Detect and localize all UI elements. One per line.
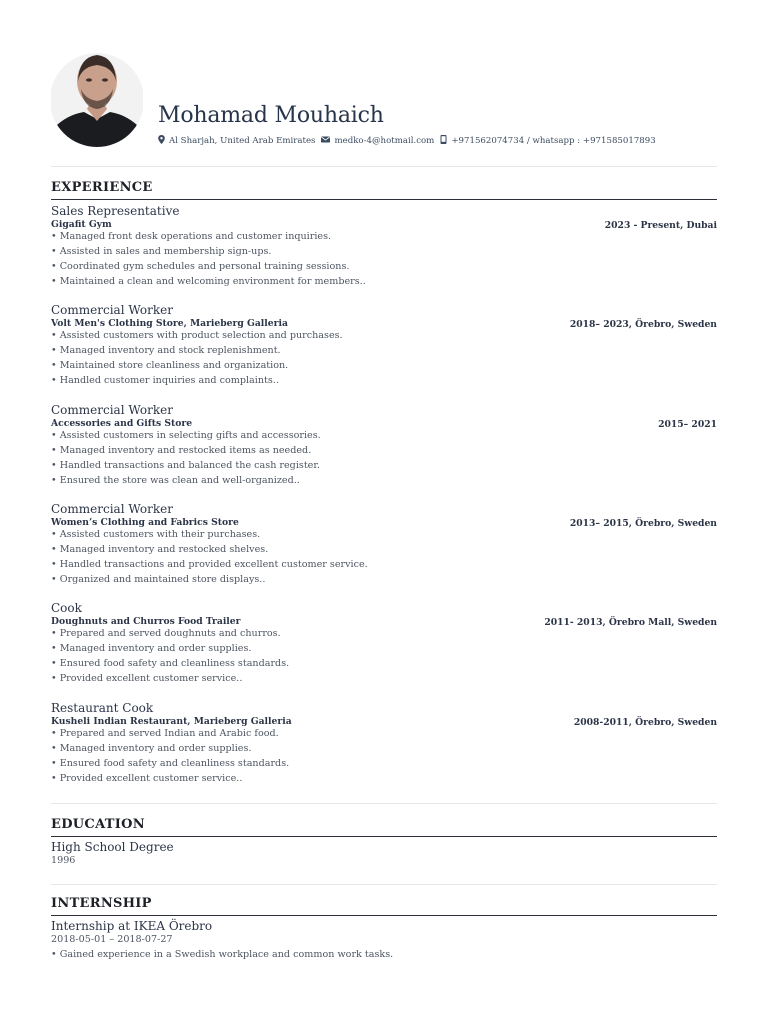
job-date: 2008-2011, Örebro, Sweden [573, 717, 717, 728]
job-bullet: • Assisted customers with their purchases. [51, 529, 261, 540]
job-bullet: • Handled transactions and provided excellent customer service. [51, 558, 368, 570]
section-rule [51, 915, 717, 916]
job-title: Sales Representative [51, 204, 180, 218]
resume-header [51, 0, 717, 168]
section-divider [51, 803, 717, 804]
job-bullet: • Ensured food safety and cleanliness standards. [51, 657, 290, 669]
job-title: Commercial Worker [51, 303, 173, 317]
job-bullet: • Coordinated gym schedules and personal training sessions. [51, 260, 350, 272]
section-rule [51, 836, 717, 837]
job-date: 2015– 2021 [658, 419, 717, 430]
experience-section [51, 180, 717, 200]
contact-phone[interactable]: +971562074734 / whatsapp : +971585017893 [451, 136, 656, 146]
job-date: 2023 - Present, Dubai [604, 220, 717, 231]
experience-entry [51, 204, 717, 290]
job-bullet: • Managed inventory and order supplies. [51, 742, 252, 754]
section-title-education: EDUCATION [51, 817, 145, 832]
job-bullet: • Prepared and served Indian and Arabic food. [51, 728, 279, 739]
section-divider [51, 884, 717, 885]
company-name: Women’s Clothing and Fabrics Store [51, 517, 239, 528]
candidate-name: Mohamad Mouhaich [158, 103, 384, 128]
company-name: Kusheli Indian Restaurant, Marieberg Galleria [51, 716, 292, 727]
contact-location: Al Sharjah, United Arab Emirates [169, 136, 316, 146]
profile-photo [51, 45, 143, 149]
job-bullet: • Ensured the store was clean and well-organized.. [51, 474, 300, 486]
section-title-internship: INTERNSHIP [51, 896, 152, 911]
job-title: Commercial Worker [51, 403, 173, 417]
job-bullet: • Organized and maintained store displays.. [51, 573, 266, 585]
internship-bullet: • Gained experience in a Swedish workplace and common work tasks. [51, 949, 394, 960]
job-bullet: • Managed front desk operations and customer inquiries. [51, 231, 332, 242]
job-bullet: • Prepared and served doughnuts and churros. [51, 628, 281, 639]
header-divider [51, 166, 717, 167]
company-name: Gigafit Gym [51, 219, 112, 230]
experience-entry [51, 701, 717, 787]
company-name: Doughnuts and Churros Food Trailer [51, 616, 241, 627]
job-bullet: • Managed inventory and restocked items as needed. [51, 444, 312, 456]
job-bullet: • Managed inventory and order supplies. [51, 642, 252, 654]
job-title: Cook [51, 601, 82, 615]
resume-page [51, 0, 717, 960]
section-title-experience: EXPERIENCE [51, 180, 153, 195]
experience-entry [51, 601, 717, 687]
experience-entry [51, 303, 717, 389]
contact-line [158, 135, 656, 147]
job-bullet: • Provided excellent customer service.. [51, 772, 243, 784]
job-bullet: • Provided excellent customer service.. [51, 672, 243, 684]
job-bullet: • Ensured food safety and cleanliness standards. [51, 757, 290, 769]
phone-icon [440, 135, 447, 147]
job-bullet: • Maintained store cleanliness and organization. [51, 359, 289, 371]
job-bullet: • Handled transactions and balanced the cash register. [51, 459, 320, 471]
section-rule [51, 199, 717, 200]
job-bullet: • Maintained a clean and welcoming environment for members.. [51, 275, 366, 287]
job-bullet: • Assisted customers in selecting gifts and accessories. [51, 430, 321, 441]
education-section [51, 817, 717, 868]
job-date: 2011- 2013, Örebro Mall, Sweden [544, 617, 717, 628]
company-name: Volt Men's Clothing Store, Marieberg Galleria [51, 318, 288, 329]
company-name: Accessories and Gifts Store [51, 418, 193, 429]
job-bullet: • Managed inventory and restocked shelves. [51, 543, 269, 555]
job-bullet: • Managed inventory and stock replenishment. [51, 344, 281, 356]
job-title: Restaurant Cook [51, 701, 154, 715]
job-bullet: • Handled customer inquiries and complaints.. [51, 374, 279, 386]
contact-email[interactable]: medko-4@hotmail.com [334, 136, 435, 146]
job-bullet: • Assisted in sales and membership sign-ups. [51, 245, 272, 257]
envelope-icon [321, 136, 330, 146]
experience-entry [51, 403, 717, 489]
internship-section [51, 896, 717, 962]
job-date: 2018– 2023, Örebro, Sweden [569, 319, 717, 330]
internship-dates: 2018-05-01 – 2018-07-27 [51, 934, 173, 945]
location-pin-icon [158, 135, 165, 147]
degree-title: High School Degree [51, 840, 174, 854]
job-title: Commercial Worker [51, 502, 173, 516]
job-bullet: • Assisted customers with product selection and purchases. [51, 330, 343, 341]
experience-entry [51, 502, 717, 588]
degree-year: 1996 [51, 855, 76, 866]
job-date: 2013– 2015, Örebro, Sweden [569, 518, 717, 529]
internship-title: Internship at IKEA Örebro [51, 919, 213, 933]
